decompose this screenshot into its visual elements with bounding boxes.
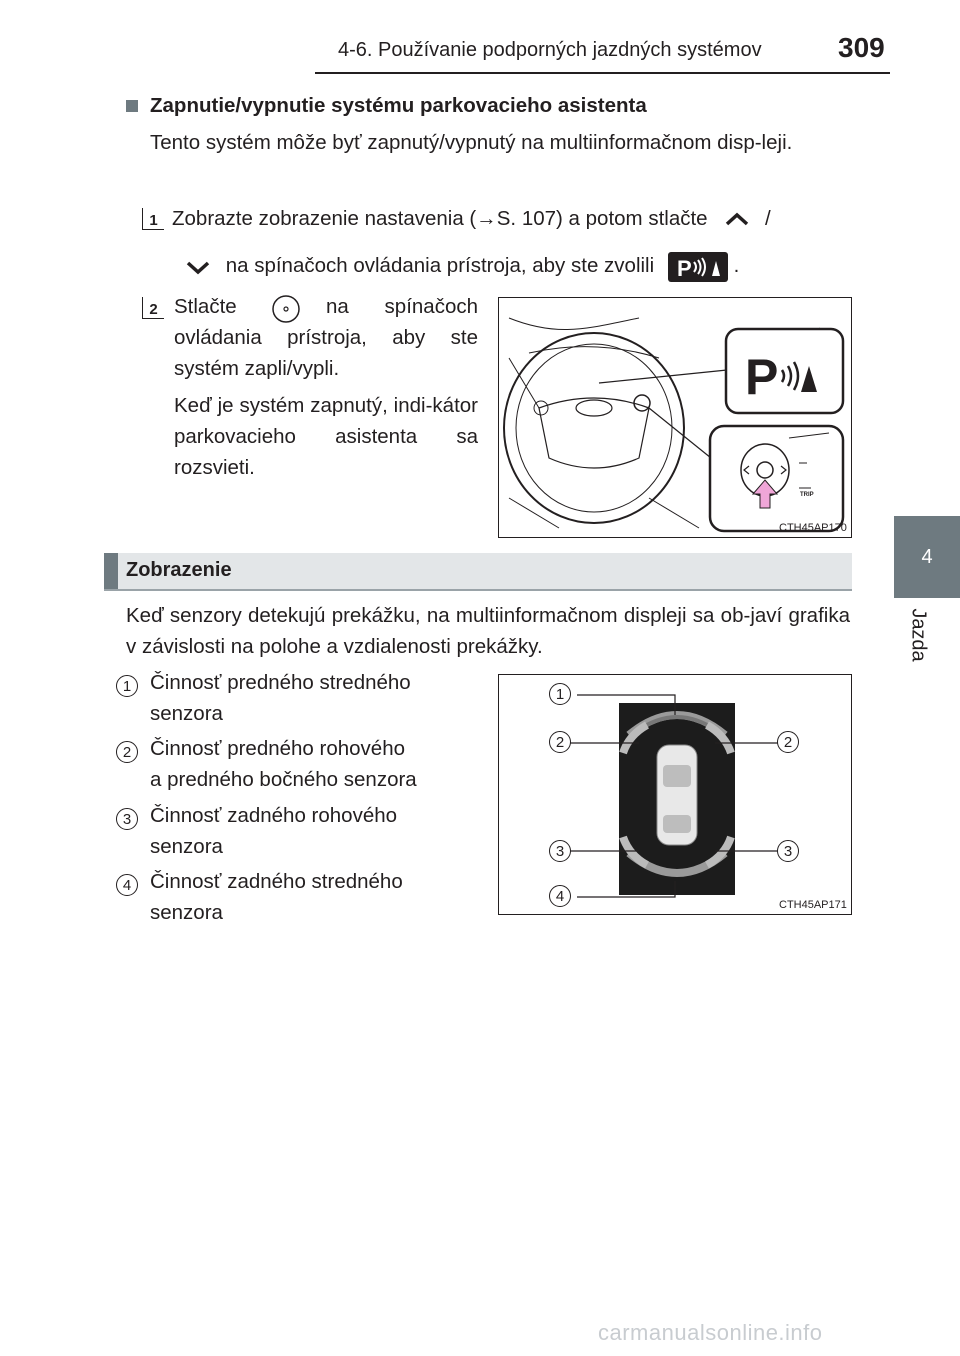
callout-3-right: 3 bbox=[777, 840, 799, 862]
running-header: 4-6. Používanie podporných jazdných systémov bbox=[338, 39, 762, 61]
legend-number-1: 1 bbox=[116, 675, 138, 697]
callout-3-left: 3 bbox=[549, 840, 571, 862]
legend-number-3: 3 bbox=[116, 808, 138, 830]
step-1-number: 1 bbox=[149, 212, 158, 229]
step-1-line-1 bbox=[172, 203, 862, 234]
steering-wheel-illustration bbox=[499, 298, 850, 536]
down-arrow-icon bbox=[182, 257, 214, 277]
section-heading: Zapnutie/vypnutie systému parkovacieho asistenta bbox=[150, 94, 647, 117]
step-1-line-2 bbox=[182, 250, 822, 282]
callout-2-right: 2 bbox=[777, 731, 799, 753]
legend-number-2: 2 bbox=[116, 741, 138, 763]
legend-item-1-line-1: Činnosť predného stredného bbox=[150, 671, 411, 694]
trip-label: TRIP bbox=[800, 492, 814, 498]
chapter-tab bbox=[894, 516, 960, 598]
step-2-marker bbox=[142, 297, 164, 319]
section-band-title: Zobrazenie bbox=[126, 559, 232, 581]
legend-item-3-line-1: Činnosť zadného rohového bbox=[150, 804, 398, 827]
step-1-end: . bbox=[733, 254, 740, 277]
callout-2-left: 2 bbox=[549, 731, 571, 753]
up-arrow-icon bbox=[721, 210, 753, 230]
step-1-marker bbox=[142, 208, 164, 230]
step-1-text-b: na spínačoch ovládania prístroja, aby ste zvolili bbox=[225, 254, 655, 277]
legend-item-2 bbox=[150, 733, 417, 795]
legend-item-3-line-2: senzora bbox=[150, 835, 223, 858]
display-intro-paragraph: Keď senzory detekujú prekážku, na multiinformačnom displeji sa ob-javí grafika v závislosti na polohe a vzdialenosti prekážky. bbox=[126, 604, 850, 658]
legend-item-3 bbox=[150, 800, 397, 862]
heading-bullet bbox=[126, 100, 138, 112]
steering-wheel-figure bbox=[498, 297, 852, 538]
callout-1: 1 bbox=[549, 683, 571, 705]
watermark: carmanualsonline.info bbox=[598, 1320, 823, 1345]
step-2-number: 2 bbox=[149, 301, 158, 318]
legend-number-4: 4 bbox=[116, 874, 138, 896]
figure-2-code: CTH45AP171 bbox=[779, 899, 847, 911]
chapter-label bbox=[898, 600, 938, 670]
legend-item-4 bbox=[150, 866, 403, 928]
svg-text:P: P bbox=[745, 349, 779, 405]
svg-text:P: P bbox=[676, 255, 692, 281]
header-rule bbox=[315, 72, 890, 74]
sensor-display-illustration bbox=[499, 675, 850, 913]
legend-item-2-line-1: Činnosť predného rohového bbox=[150, 737, 406, 760]
step-1-text-a: Zobrazte zobrazenie nastavenia (→S. 107) a potom stlačte bbox=[172, 207, 708, 230]
figure-1-code: CTH45AP170 bbox=[779, 522, 847, 534]
legend-item-4-line-1: Činnosť zadného stredného bbox=[150, 870, 403, 893]
intro-paragraph: Tento systém môže byť zapnutý/vypnutý na multiinformačnom disp-leji. bbox=[150, 131, 793, 154]
step-2-text-a: Stlačte bbox=[174, 295, 237, 318]
section-band-marker bbox=[104, 553, 118, 589]
legend-item-2-line-2: a predného bočného senzora bbox=[150, 768, 417, 791]
page-number: 309 bbox=[838, 32, 885, 63]
legend-item-1-line-2: senzora bbox=[150, 702, 223, 725]
legend-item-1 bbox=[150, 667, 411, 729]
step-1-slash: / bbox=[764, 207, 771, 230]
callout-4: 4 bbox=[549, 885, 571, 907]
step-2-note: Keď je systém zapnutý, indi-kátor parkovacieho asistenta sa rozsvieti. bbox=[174, 394, 478, 479]
chapter-number: 4 bbox=[921, 545, 933, 568]
legend-item-4-line-2: senzora bbox=[150, 901, 223, 924]
step-2-text-b: na spínačoch ovládania prístroja, aby ste systém zapli/vypli. bbox=[174, 295, 478, 380]
parking-assist-icon bbox=[668, 252, 728, 282]
chapter-label-text: Jazda bbox=[907, 608, 930, 662]
sensor-display-figure bbox=[498, 674, 852, 915]
